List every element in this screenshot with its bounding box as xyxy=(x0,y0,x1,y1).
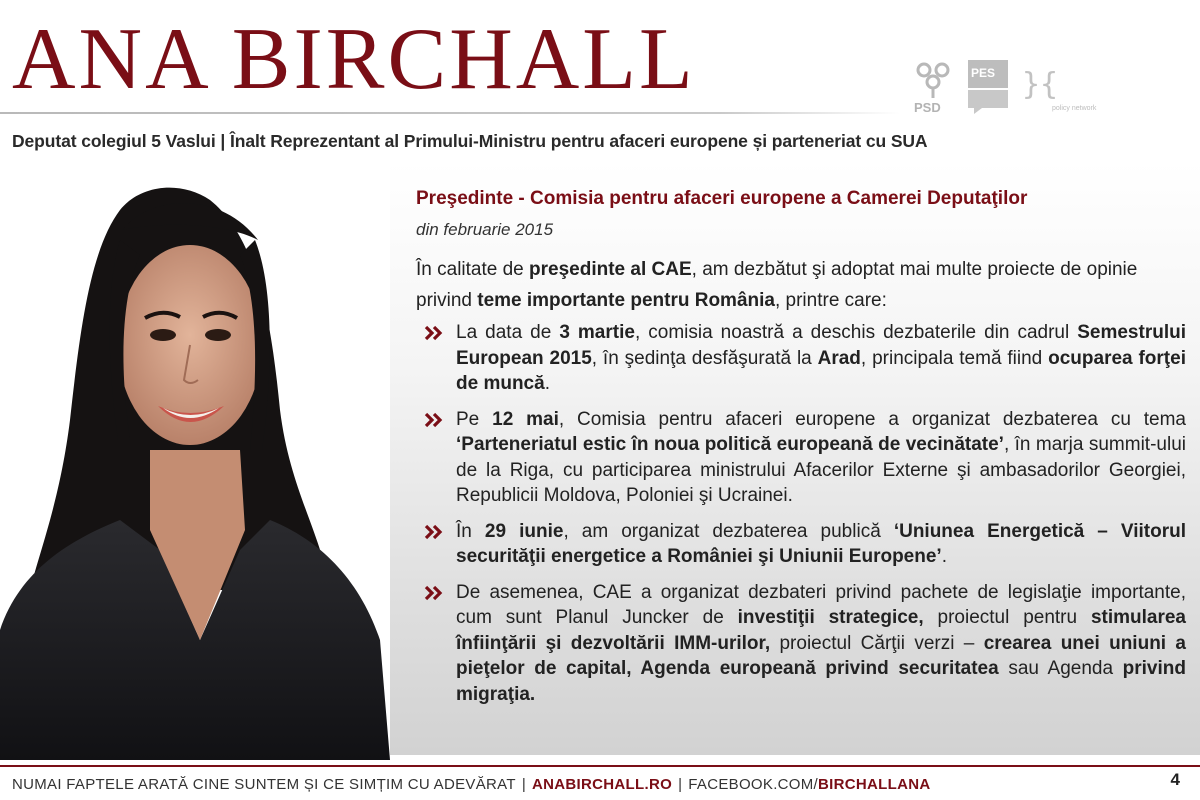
bold-text: stimularea înfiinţării şi dezvoltării IMM-urilor, xyxy=(456,607,1186,654)
text-segment: , în marja summit-ului de la Riga, cu participarea ministrului Afacerilor Externe şi ambasadorilor Georgiei, Republicii Moldova, Poloniei şi Ucrainei. xyxy=(456,434,1186,506)
double-chevron-right-icon xyxy=(424,524,444,540)
bold-text: investiţii strategice, xyxy=(737,607,924,628)
bold-text: ocuparea forţei de muncă xyxy=(456,347,1186,394)
facebook-link[interactable] xyxy=(688,776,930,793)
content-panel xyxy=(390,162,1200,755)
text-segment: sau Agenda xyxy=(998,658,1123,679)
text-segment: De asemenea, CAE a organizat dezbateri privind pachete de legislaţie importante, cum sunt Planul Juncker de xyxy=(456,581,1186,628)
text-segment: proiectul Cărţii verzi – xyxy=(770,632,984,654)
facebook-handle: BIRCHALLANA xyxy=(818,776,931,793)
footer-slogan: NUMAI FAPTELE ARATĂ CINE SUNTEM ȘI CE SIMȚIM CU ADEVĂRAT xyxy=(12,776,516,793)
intro-paragraph xyxy=(416,254,1186,316)
facebook-prefix: FACEBOOK.COM/ xyxy=(688,776,819,793)
policy-network-logo xyxy=(1022,62,1104,114)
text-segment: , am organizat dezbaterea publică xyxy=(563,520,894,542)
bold-text: privind migraţia. xyxy=(456,658,1186,705)
footer-divider xyxy=(0,765,1200,767)
bold-text: Semestrului European 2015 xyxy=(456,322,1186,369)
footer-bar xyxy=(12,776,930,793)
section-title: Preşedinte - Comisia pentru afaceri europene a Camerei Deputaţilor xyxy=(416,188,1028,209)
bold-text: 12 mai xyxy=(492,408,559,430)
logo-group xyxy=(912,58,1112,118)
bold-text: ‘Uniunea Energetică – Viitorul securităţii energetice a României şi Uniunii Europene’ xyxy=(456,520,1187,567)
double-chevron-right-icon xyxy=(424,412,444,428)
double-chevron-right-icon xyxy=(424,325,444,341)
text-segment: , în şedinţa desfăşurată la xyxy=(591,347,818,369)
page-title: ANA BIRCHALL xyxy=(12,11,696,108)
text-segment: Pe xyxy=(456,408,493,430)
text-segment: În xyxy=(456,520,485,542)
footer-separator: | xyxy=(521,776,527,793)
bold-text: preşedinte al CAE xyxy=(529,259,692,280)
policy-network-logo-text: policy network xyxy=(1052,105,1097,112)
psd-logo-text: PSD xyxy=(914,100,941,115)
text-segment: proiectul pentru xyxy=(923,607,1091,628)
bold-text: teme importante pentru România xyxy=(477,290,775,311)
text-segment: , printre care: xyxy=(774,290,887,311)
bold-text: ‘Parteneriatul estic în noua politică europeană de vecinătate’ xyxy=(456,434,1004,455)
bold-text: 3 martie xyxy=(559,322,635,343)
footer-separator: | xyxy=(678,776,683,793)
list-item xyxy=(424,519,1186,570)
text-segment: , comisia noastră a deschis dezbaterile din cadrul xyxy=(634,322,1078,343)
text-segment: , principala temă fiind xyxy=(860,347,1049,369)
page-subtitle: Deputat colegiul 5 Vaslui | Înalt Reprezentant al Primului-Ministru pentru afaceri europene și parteneriat cu SUA xyxy=(12,131,928,151)
double-chevron-right-icon xyxy=(424,585,444,601)
header-divider xyxy=(0,112,900,114)
list-item xyxy=(424,580,1186,708)
section-date: din februarie 2015 xyxy=(416,220,554,239)
psd-logo xyxy=(912,58,954,116)
pes-logo xyxy=(968,60,1008,114)
list-item xyxy=(424,320,1186,397)
text-segment: . xyxy=(544,373,550,394)
pes-logo-text: PES xyxy=(971,66,996,80)
achievements-list xyxy=(424,320,1186,717)
text-segment: . xyxy=(941,546,947,567)
bold-text: 29 iunie xyxy=(484,520,564,542)
text-segment: , am dezbătut şi adoptat mai multe proiecte de opinie privind xyxy=(416,259,1138,311)
text-segment: La data de xyxy=(456,322,560,343)
list-item xyxy=(424,407,1186,509)
text-segment: , Comisia pentru afaceri europene a organizat dezbaterea cu tema xyxy=(558,408,1187,430)
page-number: 4 xyxy=(1170,770,1180,789)
bold-text: crearea unei uniuni a pieţelor de capital, Agenda europeană privind securitatea xyxy=(456,632,1186,679)
text-segment: În calitate de xyxy=(416,259,530,280)
bold-text: Arad xyxy=(817,347,861,369)
portrait-photo xyxy=(0,170,390,760)
svg-text:}{: }{ xyxy=(1022,67,1059,102)
website-link[interactable]: ANABIRCHALL.RO xyxy=(532,776,673,793)
